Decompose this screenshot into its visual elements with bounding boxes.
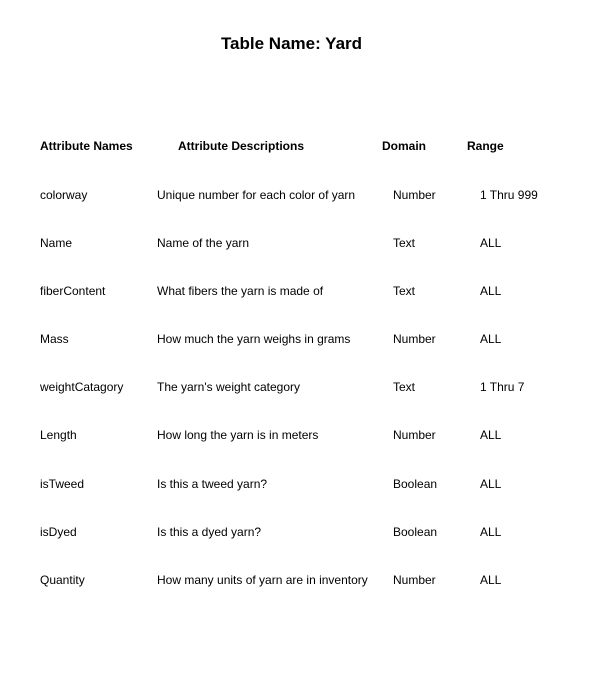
attribute-name: colorway	[40, 188, 88, 202]
attribute-range: ALL	[480, 428, 502, 442]
attribute-range: ALL	[480, 573, 502, 587]
attribute-name: isTweed	[40, 477, 85, 491]
header-attribute-names: Attribute Names	[40, 139, 133, 153]
attribute-domain: Boolean	[393, 525, 438, 539]
header-range: Range	[467, 139, 504, 153]
attribute-range: ALL	[480, 332, 502, 346]
attribute-description: The yarn's weight category	[157, 380, 301, 394]
attribute-domain: Text	[393, 284, 416, 298]
attribute-name: Length	[40, 428, 77, 442]
header-domain: Domain	[382, 139, 427, 153]
attribute-domain: Text	[393, 236, 416, 250]
attribute-range: ALL	[480, 525, 502, 539]
attribute-description: What fibers the yarn is made of	[157, 284, 324, 298]
attribute-description: How much the yarn weighs in grams	[157, 332, 351, 346]
attribute-name: Mass	[40, 332, 69, 346]
attribute-description: Is this a dyed yarn?	[157, 525, 262, 539]
attribute-domain: Number	[393, 188, 436, 202]
attribute-range: ALL	[480, 236, 502, 250]
attribute-range: 1 Thru 999	[480, 188, 538, 202]
attribute-domain: Boolean	[393, 477, 438, 491]
attribute-name: weightCatagory	[40, 380, 124, 394]
attribute-domain: Number	[393, 573, 436, 587]
attribute-description: How many units of yarn are in inventory	[157, 573, 368, 587]
attribute-domain: Number	[393, 332, 436, 346]
attribute-name: isDyed	[40, 525, 77, 539]
header-attribute-descriptions: Attribute Descriptions	[178, 139, 305, 153]
attribute-description: Name of the yarn	[157, 236, 250, 250]
attribute-description: How long the yarn is in meters	[157, 428, 319, 442]
attribute-domain: Number	[393, 428, 436, 442]
attribute-domain: Text	[393, 380, 416, 394]
attribute-range: 1 Thru 7	[480, 380, 525, 394]
attribute-range: ALL	[480, 284, 502, 298]
attribute-name: fiberContent	[40, 284, 106, 298]
attribute-name: Name	[40, 236, 73, 250]
page-title: Table Name: Yard	[220, 34, 363, 53]
attribute-name: Quantity	[40, 573, 85, 587]
attribute-range: ALL	[480, 477, 502, 491]
attribute-description: Unique number for each color of yarn	[157, 188, 356, 202]
attribute-description: Is this a tweed yarn?	[157, 477, 268, 491]
